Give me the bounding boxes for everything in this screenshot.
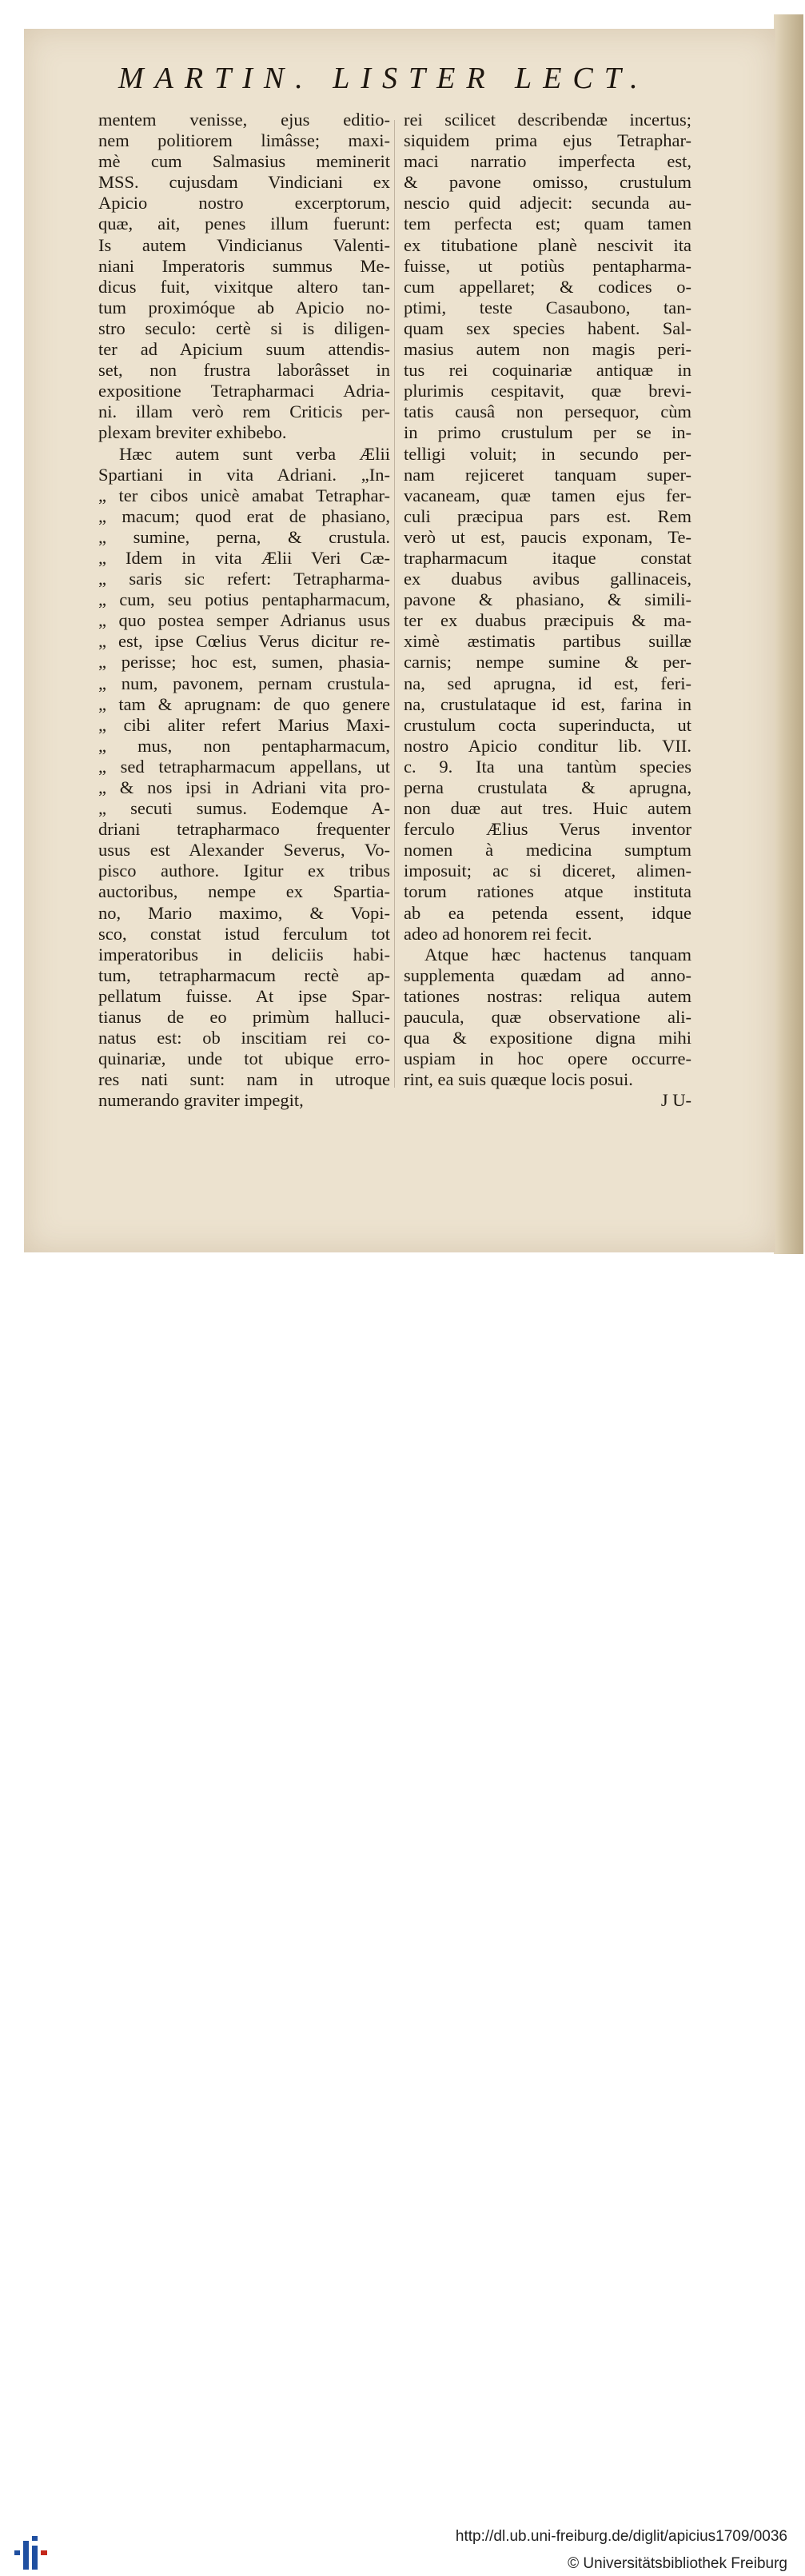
text-line: masius autem non magis peri- [404,339,691,360]
text-line: nescio quid adjecit: secunda au- [404,193,691,214]
text-line: mè cum Salmasius meminerit [98,151,390,172]
text-line: „ secuti sumus. Eodemque A- [98,798,390,819]
text-line: „ sed tetrapharmacum appellans, ut [98,756,390,777]
text-line: MSS. cujusdam Vindiciani ex [98,172,390,193]
text-line: ferculo Ælius Verus inventor [404,819,691,840]
text-line: niani Imperatoris summus Me- [98,255,390,276]
source-url[interactable]: http://dl.ub.uni-freiburg.de/diglit/apicius1709/0036 [455,2528,787,2545]
text-line: stro seculo: certè si is diligen- [98,318,390,338]
text-line: set, non frustra laborâsset in [98,360,390,381]
text-line: trapharmacum itaque constat [404,547,691,568]
text-line: maci narratio imperfecta est, [404,151,691,172]
text-line: driani tetrapharmaco frequenter [98,819,390,840]
text-line: no, Mario maximo, & Vopi- [98,902,390,923]
text-line: pellatum fuisse. At ipse Spar- [98,985,390,1006]
text-line: „ Idem in vita Ælii Veri Cæ- [98,547,390,568]
text-line: „ cibi aliter refert Marius Maxi- [98,714,390,735]
text-line: „ saris sic refert: Tetrapharma- [98,569,390,589]
text-line: nomen à medicina sumptum [404,840,691,861]
text-line: numerando graviter impegit, [98,1090,304,1111]
text-line: adeo ad honorem rei fecit. [404,923,592,944]
text-line: Apicio nostro excerptorum, [98,193,390,214]
text-line: Is autem Vindicianus Valenti- [98,234,390,255]
text-line: plexam breviter exhibebo. [98,422,287,443]
text-line: „ cum, seu potius pentapharmacum, [98,589,390,610]
footer-bar [0,1260,805,2572]
text-line: „ quo postea semper Adrianus usus [98,610,390,631]
text-line: „ sumine, perna, & crustula. [98,526,390,547]
copyright-notice: © Universitätsbibliothek Freiburg [568,2555,787,2572]
text-line: culi præcipua pars est. Rem [404,505,691,526]
text-line: Hæc autem sunt verba Ælii [119,443,390,464]
text-line: imposuit; ac si diceret, alimen- [404,861,691,881]
text-line: perna crustulata & aprugna, [404,777,691,797]
scan-area [0,0,805,1260]
column-divider [394,120,395,1088]
text-line: carnis; nempe sumine & per- [404,652,691,673]
text-line: pavone & phasiano, & simili- [404,589,691,610]
text-line: na, crustulataque id est, farina in [404,693,691,714]
text-line: ab ea petenda essent, idque [404,902,691,923]
text-line: tum, tetrapharmacum rectè ap- [98,965,390,985]
text-line: ni. illam verò rem Criticis per- [98,401,390,422]
text-line: crustulum cocta superinducta, ut [404,714,691,735]
text-line: dicus fuit, vixitque altero tan- [98,276,390,297]
text-line: qua & expositione digna mihi [404,1028,691,1048]
text-line: usus est Alexander Severus, Vo- [98,840,390,861]
text-line: nam rejiceret tanquam super- [404,464,691,485]
text-line: nostro Apicio conditur lib. VII. [404,735,691,756]
text-line: tus rei coquinariæ antiquæ in [404,360,691,381]
text-line: ptimi, teste Casaubono, tan- [404,297,691,318]
text-line: tum proximóque ab Apicio no- [98,297,390,318]
text-line: supplementa quædam ad anno- [404,965,691,985]
text-line: „ tam & aprugnam: de quo genere [98,693,390,714]
text-line: mentem venisse, ejus editio- [98,110,390,130]
text-line: quæ, ait, penes illum fuerunt: [98,214,390,234]
text-line: pisco authore. Igitur ex tribus [98,861,390,881]
text-line: res nati sunt: nam in utroque [98,1069,390,1090]
text-line: ter ex duabus præcipuis & ma- [404,610,691,631]
text-line: ximè æstimatis partibus suillæ [404,631,691,652]
text-line: c. 9. Ita una tantùm species [404,756,691,777]
text-line: paucula, quæ observatione ali- [404,1007,691,1028]
text-line: telligi voluit; in secundo per- [404,443,691,464]
text-line: „ mus, non pentapharmacum, [98,735,390,756]
text-line: siquidem prima ejus Tetraphar- [404,130,691,151]
text-line: vacaneam, quæ tamen ejus fer- [404,485,691,505]
text-line: expositione Tetrapharmaci Adria- [98,381,390,401]
text-line: „ num, pavonem, pernam crustula- [98,673,390,693]
text-line: nem politiorem limâsse; maxi- [98,130,390,151]
left-text-column [98,110,390,1112]
text-line: & pavone omisso, crustulum [404,172,691,193]
text-line: rint, ea suis quæque locis posui. [404,1069,633,1090]
text-line: na, sed aprugna, id est, feri- [404,673,691,693]
text-line: torum rationes atque instituta [404,881,691,902]
text-line: tatis causâ non persequor, cùm [404,401,691,422]
text-line: uspiam in hoc opere occurre- [404,1048,691,1069]
right-text-column [404,110,691,1112]
text-line: tem perfecta est; quam tamen [404,214,691,234]
book-page-edge [774,14,803,1254]
text-line: fuisse, ut potiùs pentapharma- [404,255,691,276]
text-line: verò ut est, paucis exponam, Te- [404,526,691,547]
running-title: MARTIN. LISTER LECT. [118,62,649,95]
text-line: in primo crustulum per se in- [404,422,691,443]
text-line: imperatoribus in deliciis habi- [98,944,390,965]
text-line: quinariæ, unde tot ubique erro- [98,1048,390,1069]
text-line: sco, constat istud ferculum tot [98,923,390,944]
library-logo-icon [14,2533,50,2573]
text-line: „ perisse; hoc est, sumen, phasia- [98,652,390,673]
text-line: J U- [660,1090,691,1111]
text-line: ex duabus avibus gallinaceis, [404,569,691,589]
text-line: tationes nostras: reliqua autem [404,985,691,1006]
text-line: „ est, ipse Cœlius Verus dicitur re- [98,631,390,652]
text-line: Spartiani in vita Adriani. „In- [98,464,390,485]
text-line: natus est: ob inscitiam rei co- [98,1028,390,1048]
text-line: „ macum; quod erat de phasiano, [98,505,390,526]
text-line: plurimis cespitavit, quæ brevi- [404,381,691,401]
text-line: auctoribus, nempe ex Spartia- [98,881,390,902]
text-line: cum appellaret; & codices o- [404,276,691,297]
text-line: ter ad Apicium suum attendis- [98,339,390,360]
text-line: non duæ aut tres. Huic autem [404,798,691,819]
text-line: rei scilicet describendæ incertus; [404,110,691,130]
text-line: „ ter cibos unicè amabat Tetraphar- [98,485,390,505]
text-line: ex titubatione planè nescivit ita [404,234,691,255]
text-line: quam sex species habent. Sal- [404,318,691,338]
text-line: tianus de eo primùm halluci- [98,1007,390,1028]
text-line: „ & nos ipsi in Adriani vita pro- [98,777,390,797]
text-line: Atque hæc hactenus tanquam [424,944,691,965]
